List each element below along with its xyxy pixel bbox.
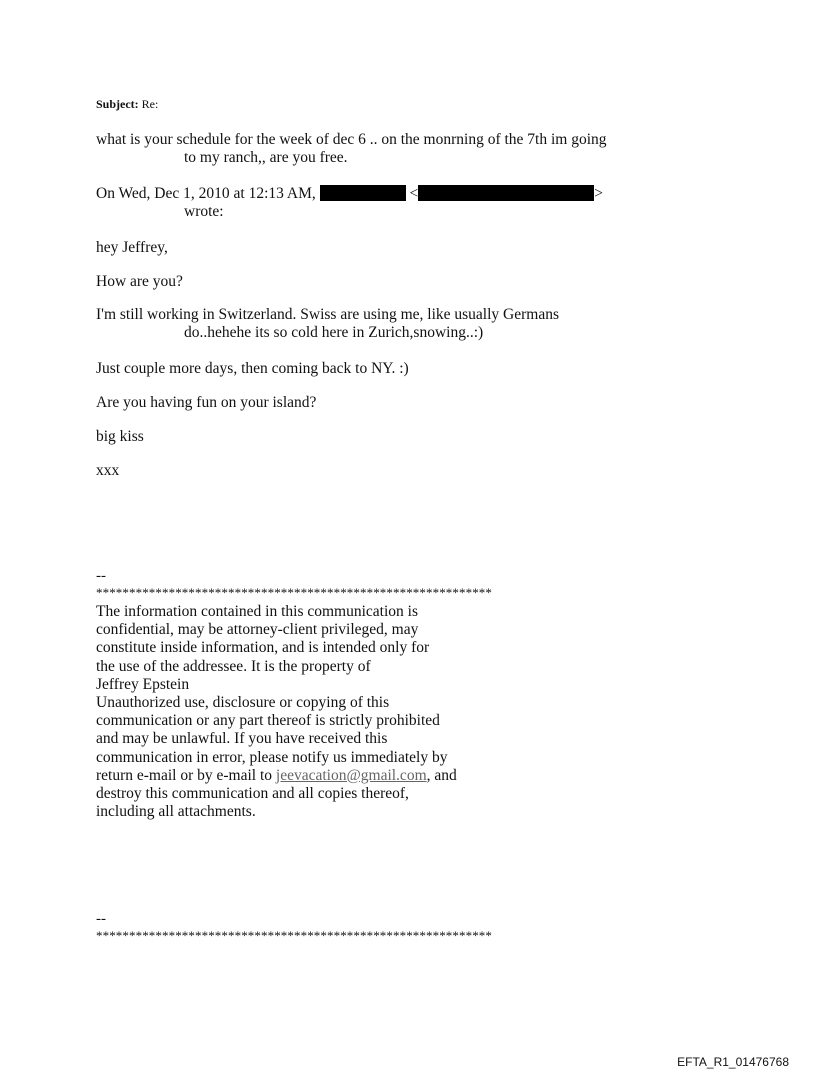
quote-header-line-1 <box>96 185 603 203</box>
confidentiality-notice <box>96 603 457 821</box>
signature-stars-2: ************************************************************ <box>96 928 492 943</box>
notice-line: communication in error, please notify us immediately by <box>96 748 448 766</box>
xxx-line: xxx <box>96 462 120 479</box>
email-link[interactable]: jeevacation@gmail.com <box>275 766 427 784</box>
coming-back-line: Just couple more days, then coming back to NY. :) <box>96 360 409 377</box>
greeting: hey Jeffrey, <box>96 239 168 256</box>
reply-body <box>96 131 607 167</box>
reply-line-2: to my ranch,, are you free. <box>184 149 348 166</box>
email-prefix: return e-mail or by e-mail to <box>96 766 276 784</box>
notice-line: confidential, may be attorney-client privileged, may <box>96 621 419 639</box>
quote-header-line-2: wrote: <box>184 203 224 220</box>
redaction-name <box>320 185 406 201</box>
notice-line: The information contained in this communication is <box>96 603 418 620</box>
angle-open: < <box>409 185 419 202</box>
quote-header <box>96 185 603 221</box>
notice-line: Jeffrey Epstein <box>96 675 190 693</box>
switzerland-line-1: I'm still working in Switzerland. Swiss are using me, like usually Germans <box>96 306 559 323</box>
island-line: Are you having fun on your island? <box>96 394 317 411</box>
signature-stars-1: ************************************************************ <box>96 585 492 600</box>
subject-label: Subject: <box>96 97 139 111</box>
subject-line <box>96 97 158 111</box>
signature-dashes-2: -- <box>96 911 106 927</box>
notice-line: Unauthorized use, disclosure or copying of this <box>96 694 390 712</box>
switzerland-line-2: do..hehehe its so cold here in Zurich,snowing..:) <box>184 324 484 341</box>
redaction-email <box>418 185 594 201</box>
notice-line: and may be unlawful. If you have received this <box>96 730 388 748</box>
notice-line: destroy this communication and all copies thereof, <box>96 785 409 803</box>
angle-close: > <box>594 185 603 202</box>
document-id: EFTA_R1_01476768 <box>677 1055 789 1069</box>
notice-email-line <box>96 767 457 785</box>
how-are-you: How are you? <box>96 273 183 290</box>
switzerland-paragraph <box>96 306 559 342</box>
notice-line: constitute inside information, and is intended only for <box>96 639 430 657</box>
reply-line-1: what is your schedule for the week of dec 6 .. on the monrning of the 7th im going <box>96 131 607 148</box>
notice-line: including all attachments. <box>96 803 256 821</box>
signature-dashes-1: -- <box>96 568 106 584</box>
big-kiss-line: big kiss <box>96 428 144 445</box>
quote-date: On Wed, Dec 1, 2010 at 12:13 AM, <box>96 185 316 202</box>
subject-value: Re: <box>141 97 159 111</box>
notice-line: communication or any part thereof is strictly prohibited <box>96 712 440 730</box>
email-suffix: , and <box>426 766 457 784</box>
notice-line: the use of the addressee. It is the property of <box>96 657 371 675</box>
